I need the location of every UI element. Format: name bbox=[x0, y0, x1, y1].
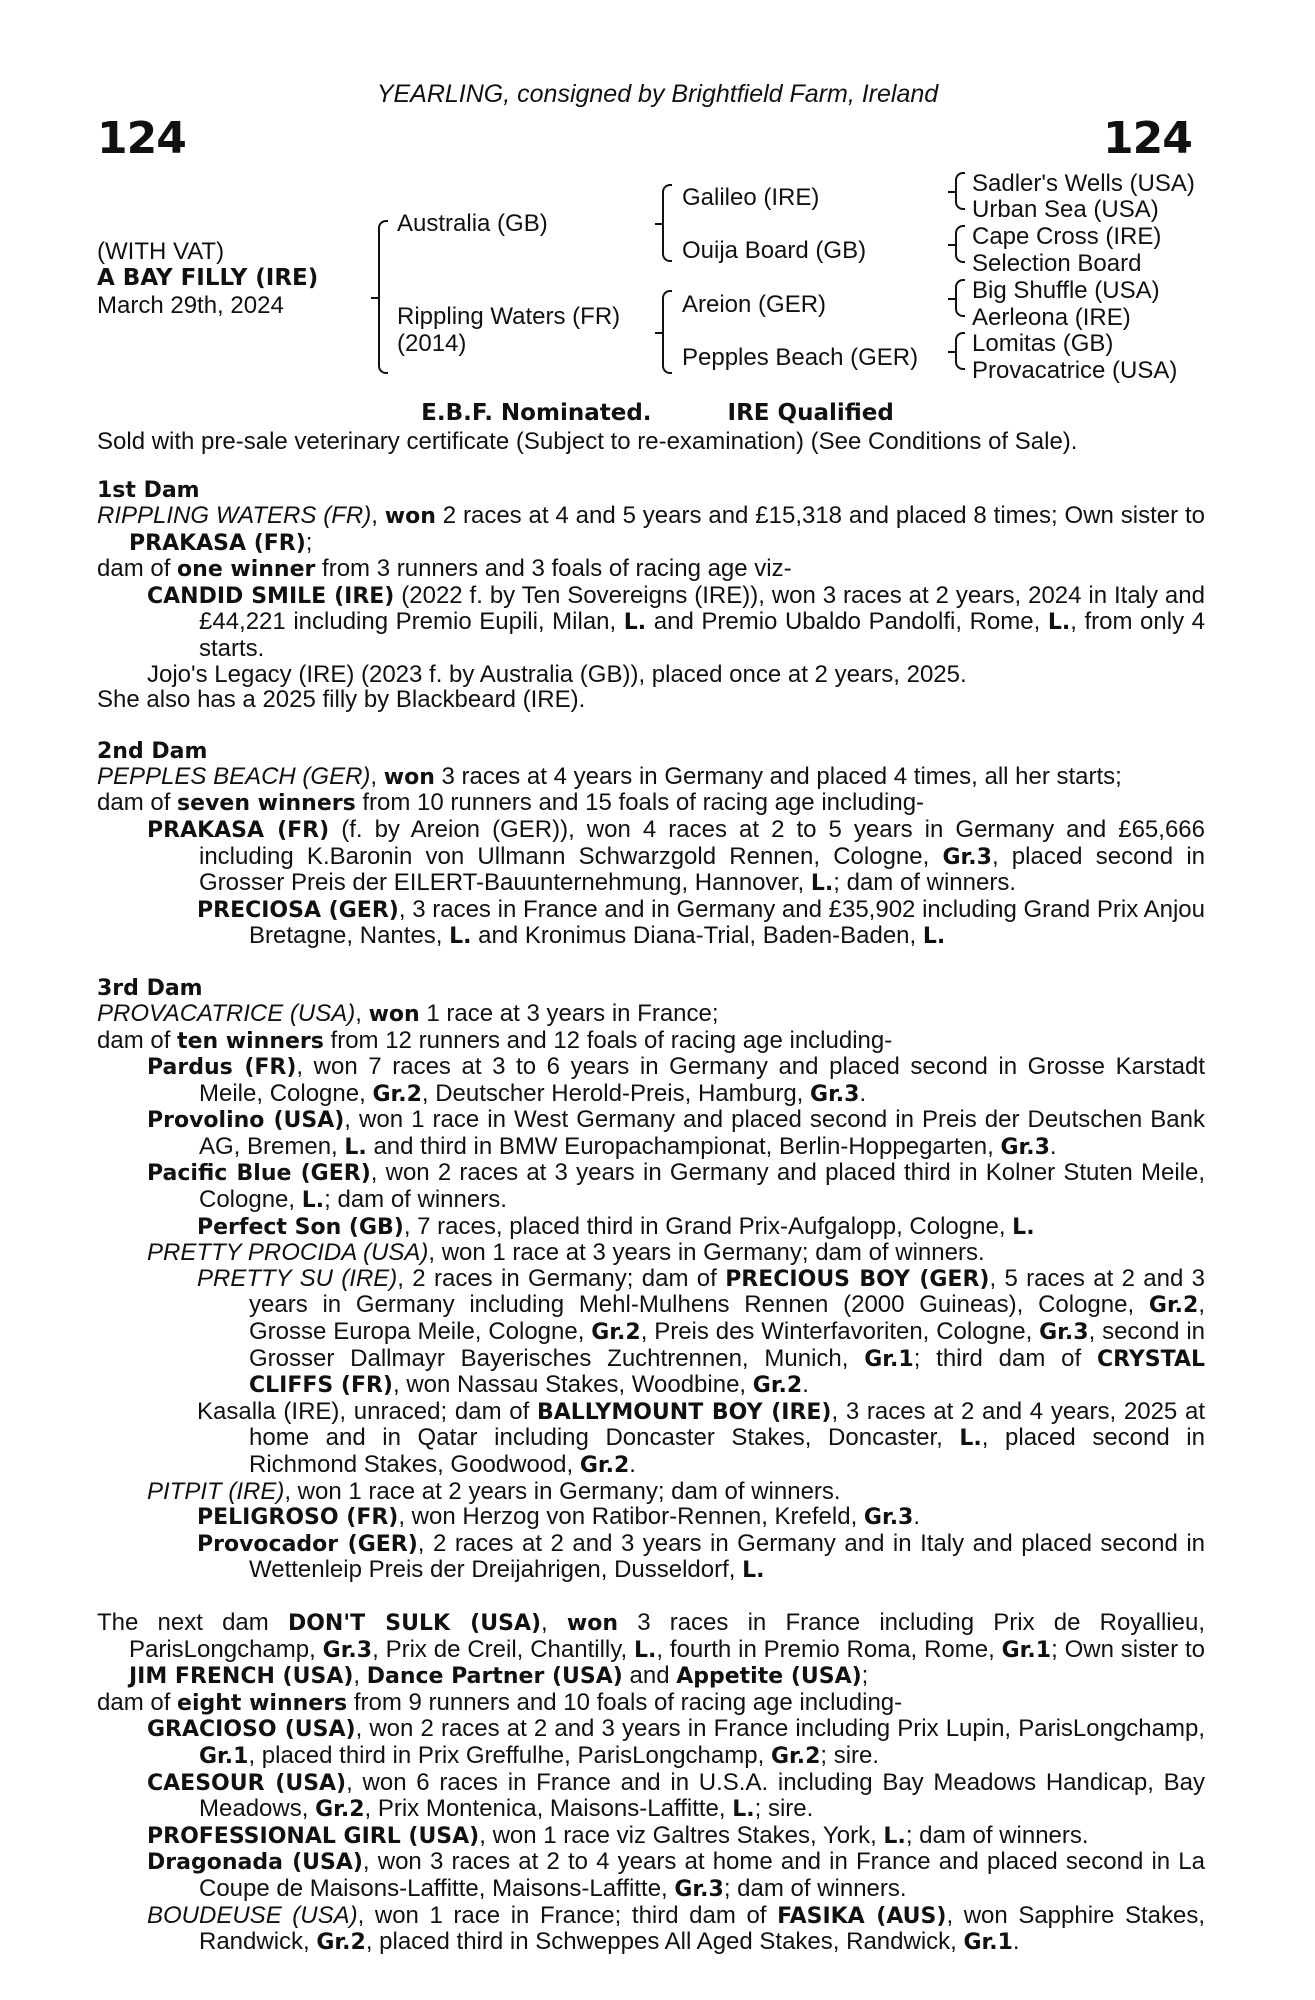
bold-text: L. bbox=[633, 1637, 657, 1663]
italic-text: RIPPLING WATERS (FR) bbox=[97, 502, 372, 529]
horse-name: A BAY FILLY (IRE) bbox=[97, 265, 319, 291]
family-entry bbox=[97, 817, 1205, 897]
section-heading: 2nd Dam bbox=[97, 738, 208, 764]
italic-text: PEPPLES BEACH (GER) bbox=[97, 762, 371, 790]
text: , won 1 race in France; third dam of bbox=[357, 1901, 778, 1929]
text: , from only 4 starts. bbox=[199, 608, 1206, 662]
text: , 2 races at 2 and 3 years in Germany and in Italy and placed second in Wettenleip Preis der Dreijahrigen, Dusseldorf, bbox=[249, 1529, 1206, 1584]
text: , Prix de Creil, Chantilly, bbox=[372, 1635, 634, 1663]
dam-section bbox=[97, 950, 1205, 1584]
text: ; bbox=[305, 528, 313, 556]
family-entry bbox=[97, 1107, 1205, 1160]
bold-text: Gr.3 bbox=[1039, 1320, 1089, 1346]
text: ; bbox=[861, 1662, 869, 1690]
pedigree-grandparent: Galileo (IRE) bbox=[682, 184, 820, 211]
bold-text: DON'T SULK (USA) bbox=[287, 1610, 542, 1636]
text: , placed third in Schweppes All Aged Stakes, Randwick, bbox=[365, 1928, 964, 1956]
text: , 2 races in Germany; dam of bbox=[397, 1264, 726, 1292]
vat-label: (WITH VAT) bbox=[97, 238, 225, 265]
text: , Deutscher Herold-Preis, Hamburg, bbox=[421, 1079, 811, 1107]
pedigree-great-grandparent: Cape Cross (IRE) bbox=[972, 223, 1162, 250]
bold-text: won bbox=[368, 1001, 420, 1027]
bold-text: Dance Partner (USA) bbox=[366, 1664, 623, 1690]
bold-text: L. bbox=[810, 871, 834, 897]
pedigree-bracket-gg3 bbox=[955, 279, 965, 317]
text: dam of bbox=[97, 555, 178, 583]
family-entry bbox=[97, 1240, 1205, 1266]
text: , Preis des Winterfavoriten, Cologne, bbox=[640, 1318, 1040, 1346]
family-entry bbox=[97, 1903, 1205, 1956]
text: from 9 runners and 10 foals of racing age including- bbox=[347, 1688, 903, 1716]
bold-text: PELIGROSO (FR) bbox=[197, 1505, 399, 1531]
dam-section bbox=[97, 1584, 1205, 1956]
pedigree-bracket-sire-line bbox=[662, 184, 672, 262]
pedigree-bracket-dam-line bbox=[662, 290, 672, 374]
bold-text: Provolino (USA) bbox=[147, 1108, 345, 1134]
text: dam of bbox=[97, 1688, 178, 1716]
catalogue-body bbox=[97, 478, 1205, 1956]
dam-section bbox=[97, 713, 1205, 950]
bold-text: Gr.1 bbox=[963, 1930, 1013, 1956]
text: from 10 runners and 15 foals of racing age including- bbox=[355, 789, 925, 817]
text: from 3 runners and 3 foals of racing age viz- bbox=[315, 555, 792, 583]
lot-number-left: 124 bbox=[97, 113, 186, 164]
bold-text: Pacific Blue (GER) bbox=[147, 1161, 371, 1187]
family-entry bbox=[97, 1531, 1205, 1584]
bold-text: PRECIOUS BOY (GER) bbox=[725, 1266, 990, 1292]
text: ; sire. bbox=[754, 1795, 814, 1823]
pedigree-sire: Australia (GB) bbox=[397, 210, 548, 237]
pedigree-great-grandparent: Sadler's Wells (USA) bbox=[972, 170, 1195, 197]
bold-text: eight winners bbox=[177, 1690, 348, 1716]
ebf-note: E.B.F. Nominated. bbox=[421, 400, 652, 426]
family-entry bbox=[97, 1266, 1205, 1399]
bold-text: PRECIOSA (GER) bbox=[197, 897, 399, 923]
foaling-date: March 29th, 2024 bbox=[97, 292, 284, 319]
text: ; dam of winners. bbox=[723, 1874, 907, 1902]
family-entry bbox=[97, 1849, 1205, 1902]
qualification-notes bbox=[0, 400, 1315, 426]
text: , won 1 race at 2 years in Germany; dam of winners. bbox=[284, 1477, 841, 1505]
family-entry bbox=[97, 1001, 1205, 1028]
dam-section bbox=[97, 478, 1205, 713]
bold-text: PRAKASA (FR) bbox=[129, 530, 306, 556]
family-entry bbox=[97, 1160, 1205, 1213]
bold-text: L. bbox=[344, 1134, 367, 1160]
family-entry bbox=[97, 583, 1205, 662]
bold-text: Gr.2 bbox=[591, 1320, 641, 1346]
text: , won 1 race viz Galtres Stakes, York, bbox=[479, 1821, 884, 1849]
family-entry bbox=[97, 764, 1205, 791]
section-heading: 1st Dam bbox=[97, 478, 200, 503]
pedigree-great-grandparent: Urban Sea (USA) bbox=[972, 196, 1159, 223]
text: , bbox=[541, 1608, 567, 1636]
text: , won 6 races in France and in U.S.A. including Bay Meadows Handicap, Bay Meadows, bbox=[199, 1768, 1206, 1823]
section-gap bbox=[97, 1584, 1205, 1610]
text: , 3 races in France and in Germany and £35,902 including Grand Prix Anjou Bretagne, Nantes, bbox=[249, 895, 1205, 950]
bold-text: Gr.2 bbox=[579, 1453, 630, 1478]
bold-text: L. bbox=[449, 924, 472, 950]
text: ; dam of winners. bbox=[833, 869, 1017, 897]
italic-text: PRETTY SU (IRE) bbox=[197, 1264, 398, 1292]
bold-text: Perfect Son (GB) bbox=[197, 1214, 404, 1240]
pedigree-dam-year: (2014) bbox=[397, 330, 467, 357]
section-heading: 3rd Dam bbox=[97, 975, 203, 1001]
text: , won 1 race at 3 years in Germany; dam of winners. bbox=[428, 1239, 985, 1267]
family-entry bbox=[97, 1504, 1205, 1531]
consignor-line: YEARLING, consigned by Brightfield Farm, Ireland bbox=[376, 80, 939, 108]
vet-certificate-note: Sold with pre-sale veterinary certificate (Subject to re-examination) (See Conditions of Sale). bbox=[97, 428, 1078, 455]
text: and third in BMW Europachampionat, Berlin-Hoppegarten, bbox=[366, 1132, 1001, 1160]
bold-text: Gr.2 bbox=[752, 1373, 803, 1399]
bold-text: CANDID SMILE (IRE) bbox=[147, 583, 395, 609]
bold-text: L. bbox=[883, 1823, 906, 1849]
text: , won Sapphire Stakes, Randwick, bbox=[199, 1901, 1206, 1956]
text: , 5 races at 2 and 3 years in Germany including Mehl-Mulhens Rennen (2000 Guineas), Cologne, bbox=[249, 1264, 1206, 1319]
bold-text: Gr.3 bbox=[863, 1505, 914, 1531]
text: dam of bbox=[97, 789, 178, 817]
pedigree-grandparent: Areion (GER) bbox=[682, 291, 827, 318]
text: , won Herzog von Ratibor-Rennen, Krefeld, bbox=[398, 1503, 864, 1531]
family-entry bbox=[97, 503, 1205, 556]
text: 2 races at 4 and 5 years and £15,318 and placed 8 times; Own sister to bbox=[435, 502, 1205, 529]
pedigree-great-grandparent: Big Shuffle (USA) bbox=[972, 277, 1160, 304]
pedigree-grandparent: Pepples Beach (GER) bbox=[682, 344, 919, 371]
text: , won Nassau Stakes, Woodbine, bbox=[393, 1371, 753, 1399]
italic-text: BOUDEUSE (USA) bbox=[147, 1901, 358, 1929]
pedigree-bracket-gg1 bbox=[955, 172, 965, 210]
text: , placed third in Prix Greffulhe, ParisLongchamp, bbox=[248, 1741, 771, 1769]
text: . bbox=[1012, 1928, 1020, 1956]
text: and bbox=[622, 1662, 677, 1690]
bold-text: L. bbox=[1047, 610, 1071, 636]
bold-text: JIM FRENCH (USA) bbox=[129, 1664, 354, 1690]
bold-text: PROFESSIONAL GIRL (USA) bbox=[147, 1823, 480, 1849]
text: from 12 runners and 12 foals of racing age including- bbox=[323, 1026, 893, 1054]
italic-text: PRETTY PROCIDA (USA) bbox=[147, 1239, 429, 1267]
bold-text: L. bbox=[959, 1426, 982, 1452]
bold-text: Gr.3 bbox=[810, 1081, 860, 1107]
text: . bbox=[913, 1503, 921, 1531]
text: Kasalla (IRE), unraced; dam of bbox=[197, 1397, 537, 1425]
family-entry bbox=[97, 1716, 1205, 1769]
text: , 7 races, placed third in Grand Prix-Aufgalopp, Cologne, bbox=[403, 1212, 1013, 1240]
family-entry bbox=[97, 1399, 1205, 1479]
bold-text: PRAKASA (FR) bbox=[147, 817, 330, 843]
text: , bbox=[353, 1662, 367, 1690]
bold-text: won bbox=[383, 764, 435, 790]
bold-text: Pardus (FR) bbox=[147, 1055, 297, 1081]
pedigree-bracket-parents bbox=[378, 220, 388, 374]
text: , won 3 races at 2 to 4 years at home and in France and placed second in La Coupe de Maisons-Laffitte, Maisons-Laffitte, bbox=[199, 1848, 1205, 1902]
bold-text: won bbox=[384, 504, 436, 529]
bold-text: Provocador (GER) bbox=[197, 1531, 418, 1557]
text: , second in Grosser Dallmayr Bayerisches Zuchtrennen, Munich, bbox=[249, 1318, 1206, 1372]
pedigree-bracket-gg2 bbox=[955, 225, 965, 263]
family-entry bbox=[97, 556, 1205, 583]
section-gap bbox=[97, 713, 1205, 739]
bold-text: Gr.1 bbox=[199, 1743, 249, 1769]
pedigree-grandparent: Ouija Board (GB) bbox=[682, 237, 867, 264]
family-entry bbox=[97, 1214, 1205, 1241]
text: dam of bbox=[97, 1026, 178, 1054]
bold-text: GRACIOSO (USA) bbox=[147, 1717, 356, 1743]
text: She also has a 2025 filly by Blackbeard (IRE). bbox=[97, 686, 586, 714]
bold-text: L. bbox=[1012, 1214, 1035, 1240]
bold-text: Gr.3 bbox=[674, 1876, 724, 1902]
text: , bbox=[370, 762, 384, 790]
pedigree-dam: Rippling Waters (FR) bbox=[397, 303, 621, 330]
pedigree-great-grandparent: Provacatrice (USA) bbox=[972, 357, 1178, 384]
text: Jojo's Legacy (IRE) (2023 f. by Australia (GB)), placed once at 2 years, 2025. bbox=[147, 660, 967, 688]
text: , placed second in Grosser Preis der EILERT-Bauunternehmung, Hannover, bbox=[199, 842, 1206, 897]
bold-text: Gr.2 bbox=[315, 1797, 365, 1823]
text: , bbox=[355, 999, 369, 1027]
bold-text: Gr.2 bbox=[770, 1743, 821, 1769]
lot-number-right: 124 bbox=[1103, 113, 1192, 164]
text: . bbox=[1049, 1132, 1057, 1160]
text: (2022 f. by Ten Sovereigns (IRE)), won 3 races at 2 years, 2024 in Italy and £44,221 including Premio Eupili, Milan, bbox=[199, 581, 1205, 636]
text: , bbox=[371, 502, 385, 529]
text: , won 2 races at 3 years in Germany and placed third in Kolner Stuten Meile, Cologne, bbox=[199, 1159, 1206, 1214]
bold-text: Gr.1 bbox=[864, 1346, 914, 1372]
family-entry bbox=[97, 687, 1205, 713]
text: , Grosse Europa Meile, Cologne, bbox=[249, 1291, 1205, 1346]
text: , Prix Montenica, Maisons-Laffitte, bbox=[364, 1795, 733, 1823]
text: . bbox=[629, 1451, 636, 1478]
bold-text: CRYSTAL CLIFFS (FR) bbox=[249, 1346, 1205, 1399]
family-entry bbox=[97, 897, 1205, 950]
family-entry bbox=[97, 1823, 1205, 1850]
text: (f. by Areion (GER)), won 4 races at 2 to 5 years in Germany and £65,666 including K.Baronin von Ullmann Schwarzgold Rennen, Cologne, bbox=[199, 815, 1205, 870]
bold-text: Gr.1 bbox=[1001, 1637, 1052, 1663]
text: , won 2 races at 2 and 3 years in France including Prix Lupin, ParisLongchamp, bbox=[355, 1715, 1205, 1743]
bold-text: ten winners bbox=[177, 1028, 324, 1054]
bold-text: CAESOUR (USA) bbox=[147, 1770, 347, 1796]
italic-text: PROVACATRICE (USA) bbox=[97, 999, 356, 1027]
text: , won 1 race in West Germany and placed second in Preis der Deutschen Bank AG, Bremen, bbox=[199, 1106, 1205, 1160]
text: ; sire. bbox=[820, 1741, 880, 1769]
family-entry bbox=[97, 1690, 1205, 1717]
text: , won 7 races at 3 to 6 years in Germany and placed second in Grosse Karstadt Meile, Cologne, bbox=[199, 1053, 1205, 1107]
pedigree-great-grandparent: Aerleona (IRE) bbox=[972, 304, 1131, 331]
text: ; third dam of bbox=[913, 1344, 1097, 1372]
text: The next dam bbox=[97, 1608, 288, 1636]
family-entry bbox=[97, 1028, 1205, 1055]
family-entry bbox=[97, 790, 1205, 817]
bold-text: L. bbox=[301, 1188, 325, 1214]
ire-note: IRE Qualified bbox=[727, 400, 894, 426]
pedigree-bracket-gg4 bbox=[955, 332, 965, 370]
text: ; dam of winners. bbox=[905, 1821, 1089, 1849]
pedigree-great-grandparent: Selection Board bbox=[972, 250, 1142, 277]
text: and Kronimus Diana-Trial, Baden-Baden, bbox=[471, 922, 923, 950]
bold-text: Gr.2 bbox=[1148, 1293, 1199, 1319]
bold-text: FASIKA (AUS) bbox=[777, 1903, 947, 1929]
bold-text: seven winners bbox=[177, 791, 356, 817]
bold-text: L. bbox=[922, 924, 946, 950]
family-entry bbox=[97, 1610, 1205, 1690]
text: and Premio Ubaldo Pandolfi, Rome, bbox=[646, 608, 1048, 636]
text: . bbox=[802, 1371, 809, 1399]
bold-text: one winner bbox=[177, 557, 316, 583]
bold-text: L. bbox=[732, 1797, 755, 1823]
bold-text: L. bbox=[623, 610, 647, 636]
text: . bbox=[859, 1079, 867, 1107]
text: 3 races at 4 years in Germany and placed 4 times, all her starts; bbox=[434, 762, 1122, 790]
bold-text: Gr.2 bbox=[316, 1930, 366, 1956]
bold-text: Appetite (USA) bbox=[676, 1664, 862, 1690]
pedigree-great-grandparent: Lomitas (GB) bbox=[972, 330, 1114, 357]
section-gap bbox=[97, 950, 1205, 976]
family-entry bbox=[97, 1054, 1205, 1107]
family-entry bbox=[97, 662, 1205, 688]
text: , 3 races at 2 and 4 years, 2025 at home and in Qatar including Doncaster Stakes, Doncaster, bbox=[249, 1397, 1205, 1452]
italic-text: PITPIT (IRE) bbox=[147, 1477, 285, 1505]
bold-text: Gr.3 bbox=[1000, 1134, 1050, 1160]
text: 3 races in France including Prix de Royallieu, ParisLongchamp, bbox=[129, 1608, 1206, 1663]
bold-text: Dragonada (USA) bbox=[147, 1850, 363, 1876]
family-entry bbox=[97, 1770, 1205, 1823]
bold-text: Gr.3 bbox=[322, 1637, 373, 1663]
bold-text: won bbox=[566, 1610, 619, 1636]
text: , fourth in Premio Roma, Rome, bbox=[656, 1635, 1002, 1663]
bold-text: L. bbox=[742, 1558, 765, 1584]
bold-text: Gr.3 bbox=[942, 844, 992, 870]
text: ; Own sister to bbox=[1051, 1635, 1205, 1663]
bold-text: BALLYMOUNT BOY (IRE) bbox=[536, 1399, 832, 1425]
text: ; dam of winners. bbox=[324, 1186, 507, 1214]
bold-text: Gr.2 bbox=[372, 1081, 422, 1107]
text: 1 race at 3 years in France; bbox=[419, 999, 719, 1027]
family-entry bbox=[97, 1479, 1205, 1505]
text: , placed second in Richmond Stakes, Goodwood, bbox=[249, 1424, 1205, 1478]
